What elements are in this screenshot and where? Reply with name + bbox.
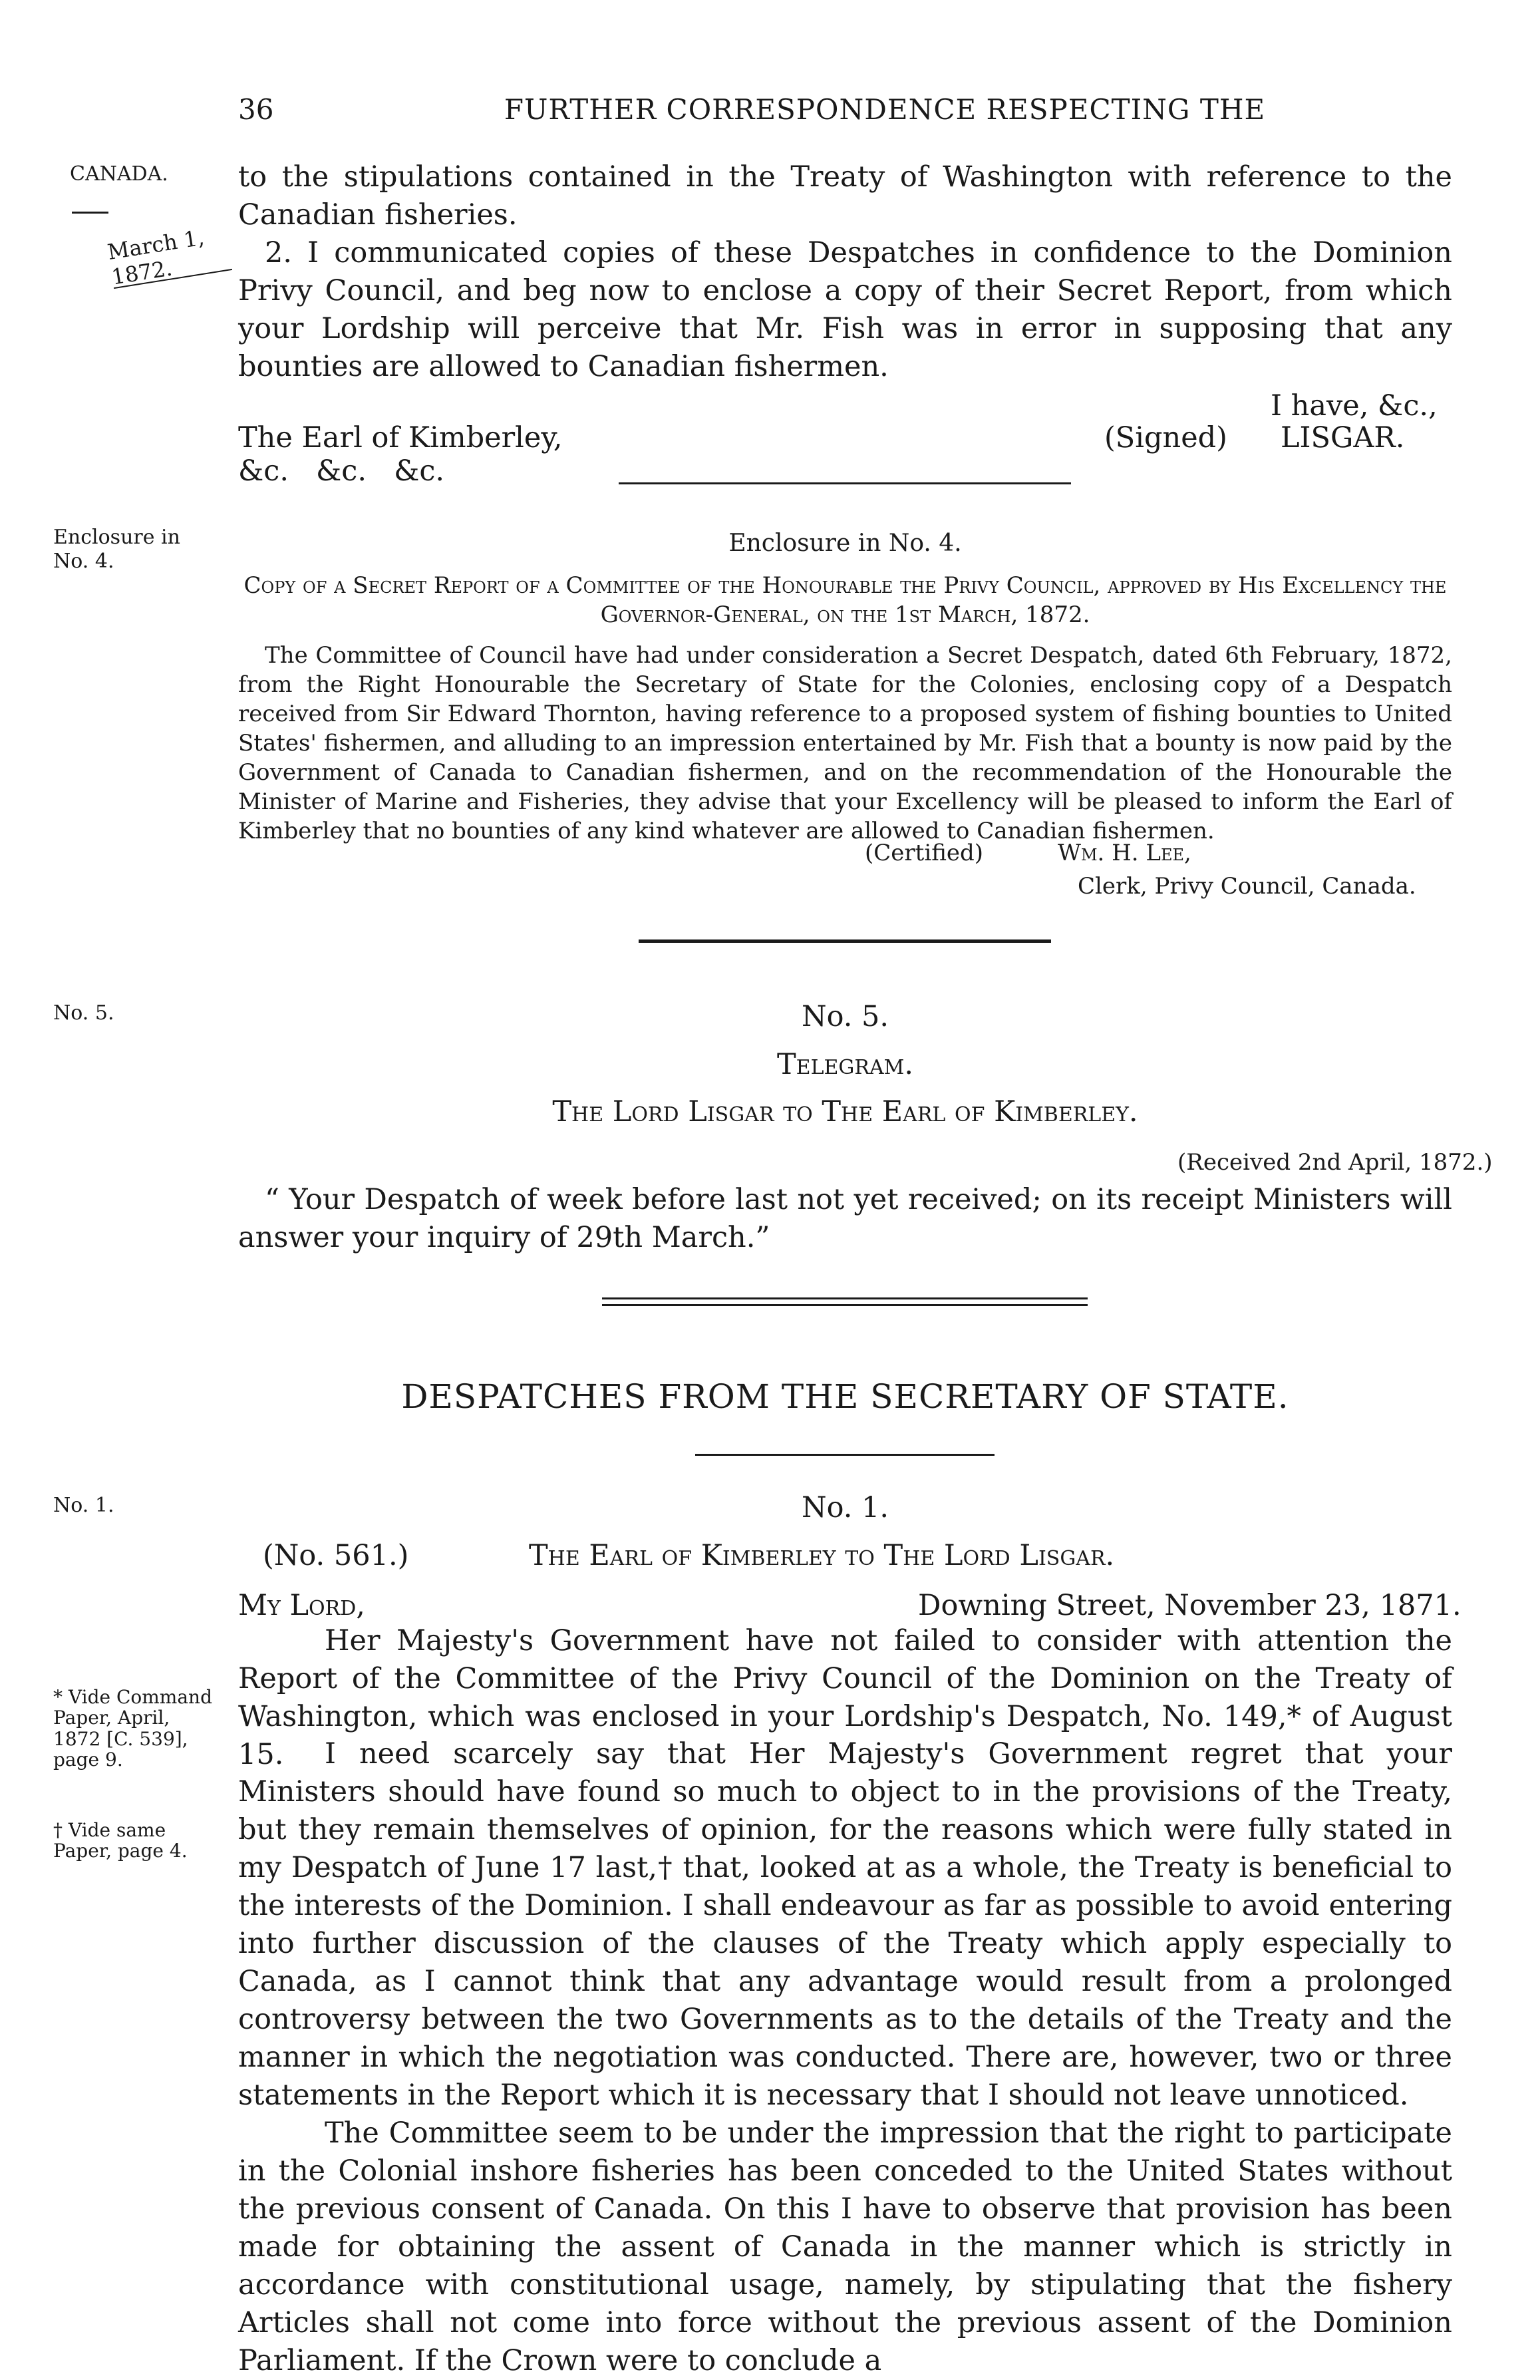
no5-from-to: The Lord Lisgar to The Earl of Kimberley. [552,1095,1138,1128]
enclosure-certified: (Certified) [865,840,984,866]
divider-2 [639,939,1051,943]
margin-note-no1: No. 1. [53,1494,114,1517]
letter-etc: &c. &c. &c. [238,454,445,488]
section-title: DESPATCHES FROM THE SECRETARY OF STATE. [401,1377,1289,1416]
no1-salutation: My Lord, [238,1589,365,1622]
letter-closing: I have, &c., [1271,389,1438,423]
enclosure-title: Copy of a Secret Report of a Committee of the Honourable the Privy Council, approved by His Excellency the Governor-General, on the 1st March, 1872. [243,572,1447,628]
letter-para-1: to the stipulations contained in the Treaty of Washington with reference to the Canadian fisheries. [238,160,1452,232]
divider-1 [619,482,1071,484]
no1-para-1: Her Majesty's Government have not failed to consider with attention the Report of the Committee of the Privy Council of the Dominion on the Treaty of Washington, which was enclosed in your Lordship's Despatch, No. 149,* of August 15. [238,1624,1452,1771]
no1-ref: (No. 561.) [263,1539,409,1572]
margin-note-vide-2: † Vide same Paper, page 4. [53,1819,188,1862]
enclosure-certifier: Wm. H. Lee, [1058,840,1191,866]
margin-note-enclosure: Enclosure in No. 4. [53,526,180,573]
no1-place-date: Downing Street, November 23, 1871. [918,1589,1462,1622]
no5-text: “ Your Despatch of week before last not yet received; on its receipt Ministers will answer your inquiry of 29th March.” [238,1183,1452,1254]
margin-note-vide-1: * Vide Command Paper, April, 1872 [C. 539], page 9. [53,1686,213,1771]
letter-para-2: 2. I communicated copies of these Despatches in confidence to the Dominion Privy Council, and beg now to enclose a copy of their Secret Report, from which your Lordship will perceive that Mr. Fish was in error in supposing that any bounties are allowed to Canadian fishermen. [238,236,1452,383]
running-title: FURTHER CORRESPONDENCE RESPECTING THE [504,93,1266,126]
letter-addressee: The Earl of Kimberley, [238,421,563,454]
no1-para-3: The Committee seem to be under the impression that the right to participate in the Colonial inshore fisheries has been conceded to the United States without the previous consent of Canada. On this I have to observe that provision has been made for obtaining the assent of Canada in the manner which is strictly in accordance with constitutional usage, namely, by stipulating that the fishery Articles shall not come into force without the previous assent of the Dominion Parliament. If the Crown were to conclude a [238,2117,1452,2377]
divider-3b [602,1304,1088,1306]
no5-heading: No. 5. [801,1000,889,1033]
margin-note-no5: No. 5. [53,1001,114,1025]
letter-signed: (Signed) [1104,421,1227,454]
no1-para-2: I need scarcely say that Her Majesty's Government regret that your Ministers should have found so much to object to in the provisions of the Treaty, but they remain themselves of opinion, for the reasons which were fully stated in my Despatch of June 17 last,† that, looked at as a whole, the Treaty is beneficial to the interests of the Dominion. I shall endeavour as far as possible to avoid entering into further discussion of the clauses of the Treaty which apply especially to Canada, as I cannot think that any advantage would result from a prolonged controversy between the two Governments as to the details of the Treaty and the manner in which the negotiation was conducted. There are, however, two or three statements in the Report which it is necessary that I should not leave unnoticed. [238,1737,1452,2112]
no5-received: (Received 2nd April, 1872.) [1177,1149,1493,1176]
margin-note-march-date: March 1, 1872. [105,224,206,290]
no1-heading: No. 1. [801,1491,889,1524]
enclosure-certifier-title: Clerk, Privy Council, Canada. [1078,873,1416,900]
margin-dash [72,212,108,214]
margin-note-canada: CANADA. [70,162,168,186]
no5-type: Telegram. [776,1048,913,1081]
page-number: 36 [238,93,274,126]
divider-4 [695,1454,995,1456]
no1-from-to: The Earl of Kimberley to The Lord Lisgar. [529,1539,1115,1572]
letter-signer: LISGAR. [1281,421,1405,454]
enclosure-body: The Committee of Council have had under consideration a Secret Despatch, dated 6th February, 1872, from the Right Honourable the Secretary of State for the Colonies, enclosing copy of a Despatch received from Sir Edward Thornton, having reference to a proposed system of fishing bounties to United States' fishermen, and alluding to an impression entertained by Mr. Fish that a bounty is now paid by the Government of Canada to Canadian fishermen, and on the recommendation of the Honourable the Minister of Marine and Fisheries, they advise that your Excellency will be pleased to inform the Earl of Kimberley that no bounties of any kind whatever are allowed to Canadian fishermen. [238,642,1452,844]
divider-3a [602,1297,1088,1299]
enclosure-heading: Enclosure in No. 4. [728,530,962,557]
